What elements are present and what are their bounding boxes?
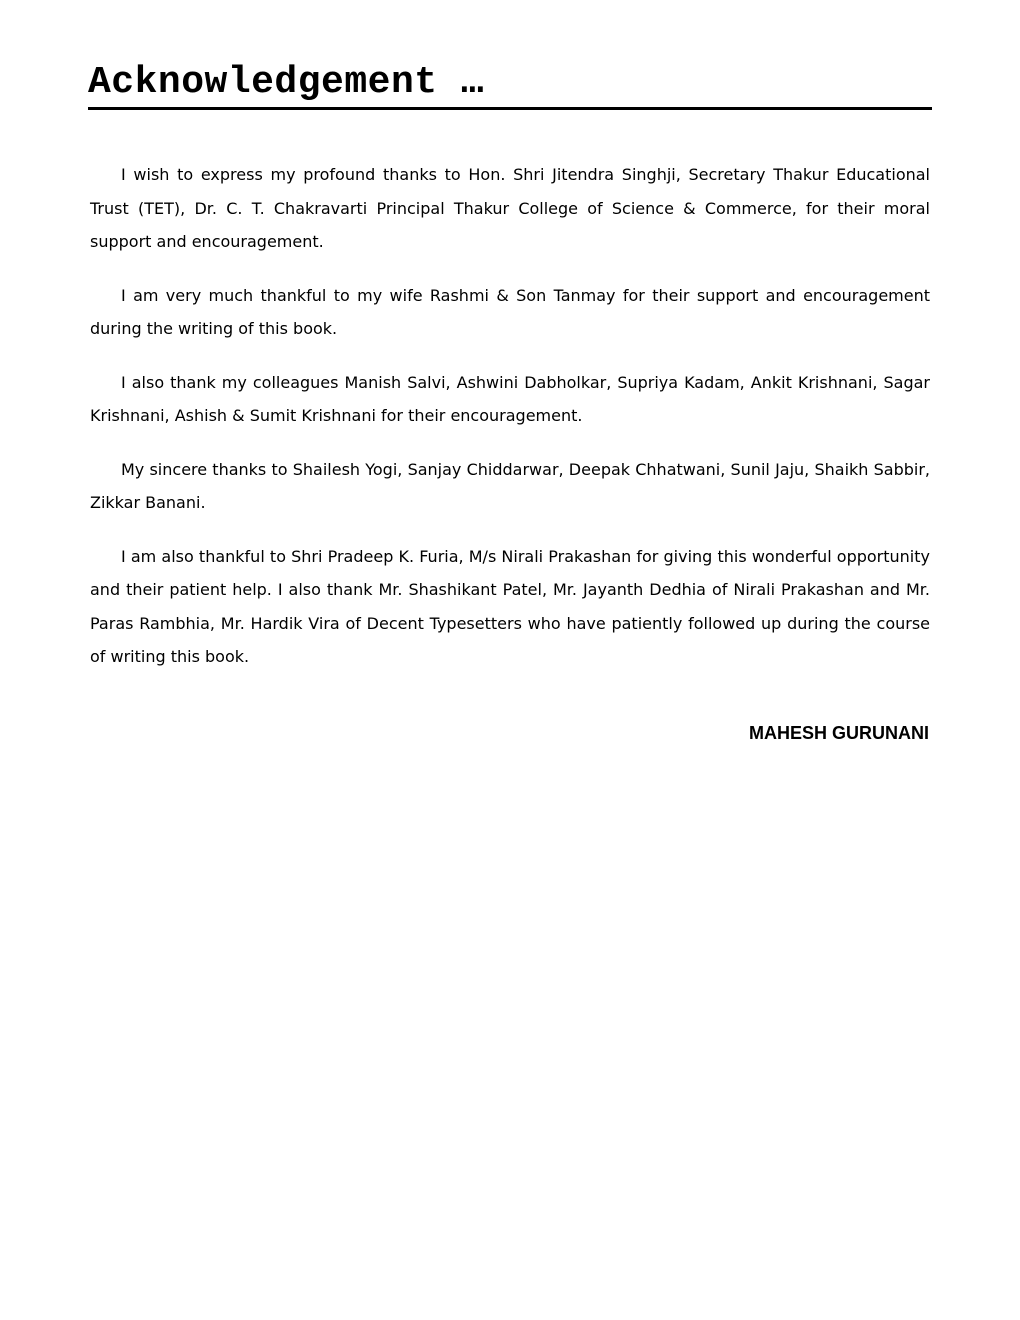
paragraph-thanks-family: I am very much thankful to my wife Rashmi & Son Tanmay for their support and encouragement during the writing of this book. [90,285,930,338]
author-signature: MAHESH GURUNANI [749,723,929,743]
paragraph-thanks-colleagues: I also thank my colleagues Manish Salvi, Ashwini Dabholkar, Supriya Kadam, Ankit Krishnani, Sagar Krishnani, Ashish & Sumit Krishnani for their encouragement. [90,372,930,425]
title-underline [88,107,932,110]
paragraph-thanks-publisher: I am also thankful to Shri Pradeep K. Furia, M/s Nirali Prakashan for giving this wonderful opportunity and their patient help. I also thank Mr. Shashikant Patel, Mr. Jayanth Dedhia of Nirali Prakashan and Mr. Paras Rambhia, Mr. Hardik Vira of Decent Typesetters who have patiently followed up during the course of writing this book. [90,546,930,666]
paragraph-sincere-thanks: My sincere thanks to Shailesh Yogi, Sanjay Chiddarwar, Deepak Chhatwani, Sunil Jaju, Shaikh Sabbir, Zikkar Banani. [90,459,930,512]
acknowledgement-body [90,158,930,694]
paragraph-thanks-trust: I wish to express my profound thanks to Hon. Shri Jitendra Singhji, Secretary Thakur Educational Trust (TET), Dr. C. T. Chakravarti Principal Thakur College of Science & Commerce, for their moral support and encouragement. [90,165,930,251]
page-title: Acknowledgement … [88,61,485,104]
